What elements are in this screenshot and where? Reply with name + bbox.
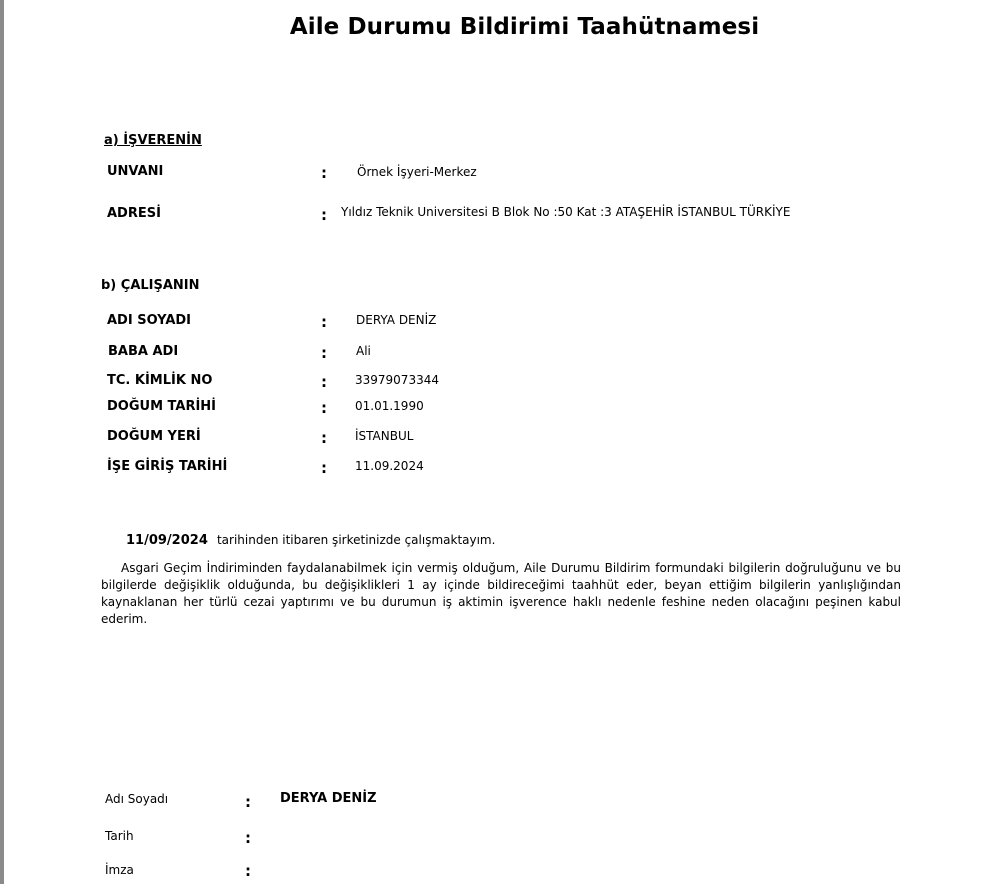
employee-father-value: Ali: [356, 344, 371, 358]
employee-startdate-value: 11.09.2024: [355, 459, 424, 473]
employee-birthplace-colon: :: [321, 429, 327, 447]
employee-birthdate-label: DOĞUM TARİHİ: [107, 399, 217, 414]
statement-start-text: tarihinden itibaren şirketinizde çalışmaktayım.: [216, 533, 496, 547]
employer-title-label: UNVANI: [107, 164, 164, 179]
employee-id-label: TC. KİMLİK NO: [107, 373, 213, 388]
employer-address-colon: :: [321, 206, 327, 224]
employee-name-label: ADI SOYADI: [107, 313, 192, 328]
signature-date-label: Tarih: [105, 829, 134, 843]
employer-address-label: ADRESİ: [107, 206, 161, 221]
employee-id-value: 33979073344: [355, 373, 439, 387]
signature-name-label: Adı Soyadı: [105, 792, 169, 806]
employee-father-label: BABA ADI: [108, 344, 179, 359]
signature-name-value: DERYA DENİZ: [280, 791, 377, 806]
page-left-border: [0, 0, 4, 884]
employee-startdate-label: İŞE GİRİŞ TARİHİ: [107, 459, 228, 474]
page-title: Aile Durumu Bildirimi Taahütnamesi: [289, 14, 760, 40]
employee-name-value: DERYA DENİZ: [356, 313, 437, 327]
employee-birthplace-value: İSTANBUL: [355, 429, 414, 443]
employee-father-colon: :: [321, 344, 327, 362]
commitment-paragraph: Asgari Geçim İndiriminden faydalanabilmek için vermiş olduğum, Aile Durumu Bildirim formundaki bilgilerin doğruluğunu ve bu bilgilerde değişiklik olduğunda, bu değişiklikleri 1 ay içinde bildireceğimi taahhüt eder, beyan ettiğim bilgilerin yanlışlığından kaynaklanan her türlü cezai yaptırımı ve bu durumun iş aktimin işverence haklı nedenle feshine neden olacağını peşinen kabul ederim.: [101, 561, 901, 626]
employee-name-colon: :: [321, 313, 327, 331]
employer-address-value: Yıldız Teknik Universitesi B Blok No :50 Kat :3 ATAŞEHİR İSTANBUL TÜRKİYE: [341, 205, 791, 219]
statement-line: [126, 529, 495, 548]
employee-heading: b) ÇALIŞANIN: [101, 278, 200, 293]
signature-sign-label: İmza: [105, 863, 134, 877]
employee-birthdate-colon: :: [321, 399, 327, 417]
employer-title-colon: :: [321, 164, 327, 182]
signature-sign-colon: :: [245, 862, 251, 880]
statement-start-date: 11/09/2024: [126, 533, 208, 548]
signature-date-colon: :: [245, 829, 251, 847]
employee-birthdate-value: 01.01.1990: [355, 399, 424, 413]
employer-heading: a) İŞVERENİN: [104, 133, 202, 148]
signature-name-colon: :: [245, 793, 251, 811]
employee-startdate-colon: :: [321, 459, 327, 477]
employer-title-value: Örnek İşyeri-Merkez: [357, 165, 477, 179]
employee-id-colon: :: [321, 373, 327, 391]
employee-birthplace-label: DOĞUM YERİ: [107, 429, 201, 444]
